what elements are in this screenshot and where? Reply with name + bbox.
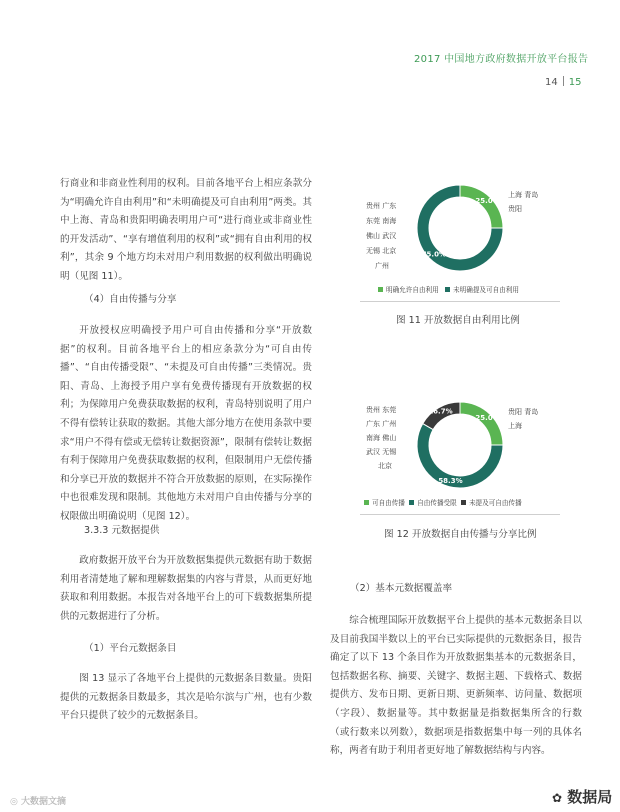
legend-swatch (445, 287, 450, 292)
fig11-divider (360, 301, 560, 302)
heading-free-dissemination: （4）自由传播与分享 (84, 294, 177, 305)
pie-slice-3 (423, 402, 460, 430)
page-left: 14 (545, 77, 558, 88)
fig11-city-line: 上海 青岛 (508, 191, 539, 199)
page-numbers (545, 76, 581, 88)
watermark-icon: ◎ (10, 797, 18, 807)
brand-text: 数据局 (567, 788, 613, 806)
para-dissemination-text: 开放授权应明确授予用户可自由传播和分享“开放数据”的权利。目前各地平台上的相应条款分为“可自由传播”、“自由传播受限”、“未提及可自由传播”三类情况。贵阳、青岛、上海授予用户享有免费传播现有开放数据的权利；为保障用户免费获取数据的权利，青岛特别说明了用户不得有偿转让获取的数据。其他大部分地方在使用条款中要求“用户不得有偿或无偿转让数据资源”，限制有偿转让数据有利于保障用户免费获取数据的权利，但限制用户无偿传播和分享已开放的数据并不符合开放数据的原则，在实际操作中也很难发现和限制。其他地方未对用户自由传播与分享的权限做出明确说明（见图 12）。 (60, 325, 312, 522)
pie-label-1: 25.0% (475, 196, 500, 205)
legend-swatch (461, 500, 466, 505)
legend-swatch (378, 287, 383, 292)
pie-slice-1 (460, 402, 503, 445)
fig12-city-line: 贵阳 青岛 (508, 408, 539, 416)
legend-label: 可自由传播 (372, 499, 405, 507)
watermark-text: 大数据文摘 (21, 797, 67, 807)
legend-swatch (409, 500, 414, 505)
legend-label: 未明确提及可自由利用 (453, 286, 519, 294)
para-basic-metadata-text: 综合梳理国际开放数据平台上提供的基本元数据条目以及目前我国半数以上的平台已实际提供的元数据条目，报告确定了以下 13 个条目作为开放数据集基本的元数据条目，包括数据名称、摘要、关键字、数据主题、下载格式、数据提供方、发布日期、更新日期、更新频率、访问量、数据项（字段）、数据量等。其中数据量是指数据集所含的行数（或行数来以列数），数据项是指数据集中每一列的具体名称，两者有助于利用者更好地了解数据结构与内容。 (330, 615, 582, 757)
fig12-divider (360, 514, 560, 515)
fig11-city-line: 东莞 南海 (366, 217, 397, 225)
pie-label-2: 58.3% (438, 477, 463, 486)
fig11-city-line: 广州 (375, 262, 389, 270)
fig11-city-line: 无锡 北京 (366, 247, 397, 255)
pie-slice-1 (460, 185, 503, 228)
para-metadata (60, 552, 312, 626)
fig12-caption: 图 12 开放数据自由传播与分享比例 (384, 529, 537, 540)
legend-label: 自由传播受限 (417, 499, 457, 507)
section-metadata: 3.3.3 元数据提供 (84, 525, 160, 536)
fig11-city-line: 贵州 广东 (366, 202, 397, 210)
fig12-city-line: 贵州 东莞 (366, 406, 397, 414)
report-title: 2017 中国地方政府数据开放平台报告 (414, 54, 589, 65)
pie-label-2: 75.0% (421, 250, 446, 259)
fig11-city-line: 贵阳 (508, 205, 522, 213)
page-right: 15 (568, 77, 582, 88)
fig12-city-line: 上海 (508, 422, 522, 430)
fig12-city-line: 广东 广州 (366, 420, 397, 428)
heading-basic-metadata: （2）基本元数据覆盖率 (350, 583, 453, 594)
legend-label: 明确允许自由利用 (386, 286, 439, 294)
para-metadata-text: 政府数据开放平台为开放数据集提供元数据有助于数据利用者清楚地了解和理解数据集的内容与背景，从而更好地获取和利用数据。本报告对各地平台上的可下载数据集所提供的元数据进行了分析。 (60, 555, 312, 622)
fig12-right-cities (508, 405, 538, 433)
fig12-legend (364, 497, 522, 507)
brand-right (552, 786, 612, 807)
para-free-use-text: 行商业和非商业性利用的权利。目前各地平台上相应条款分为“明确允许自由利用”和“未明确提及可自由利用”两类。其中上海、青岛和贵阳明确表明用户可“进行商业或非商业性的开发活动”、“享有增值利用的权利”或“拥有自由利用的权利”，其余 9 个地方均未对用户利用数据的权利做出明确说明（见图 11）。 (60, 178, 312, 282)
legend-label: 未提及可自由传播 (468, 499, 522, 507)
fig11-left-cities (366, 199, 396, 274)
para-dissemination (60, 322, 312, 527)
pie-label-3: 16.7% (428, 407, 453, 416)
fig12-left-cities (366, 403, 396, 473)
heading-metadata-items: （1）平台元数据条目 (84, 643, 177, 654)
para-metadata-count-text: 图 13 显示了各地平台上提供的元数据条目数量。贵阳提供的元数据条目数最多，其次是哈尔滨与广州，也有少数平台只提供了较少的元数据条目。 (60, 673, 312, 722)
watermark-left (10, 794, 66, 807)
fig11-right-cities (508, 188, 538, 216)
para-free-use (60, 175, 312, 287)
wechat-icon: ✿ (552, 791, 563, 805)
para-metadata-count (60, 670, 312, 726)
fig12-city-line: 北京 (378, 462, 392, 470)
fig11-city-line: 佛山 武汉 (366, 232, 397, 240)
legend-swatch (364, 500, 369, 505)
pie-label-1: 25.0% (475, 413, 500, 422)
para-basic-metadata (330, 612, 582, 761)
fig12-city-line: 南海 佛山 (366, 434, 397, 442)
fig12-city-line: 武汉 无锡 (366, 448, 397, 456)
fig11-caption: 图 11 开放数据自由利用比例 (396, 315, 520, 326)
fig11-legend (378, 284, 519, 294)
